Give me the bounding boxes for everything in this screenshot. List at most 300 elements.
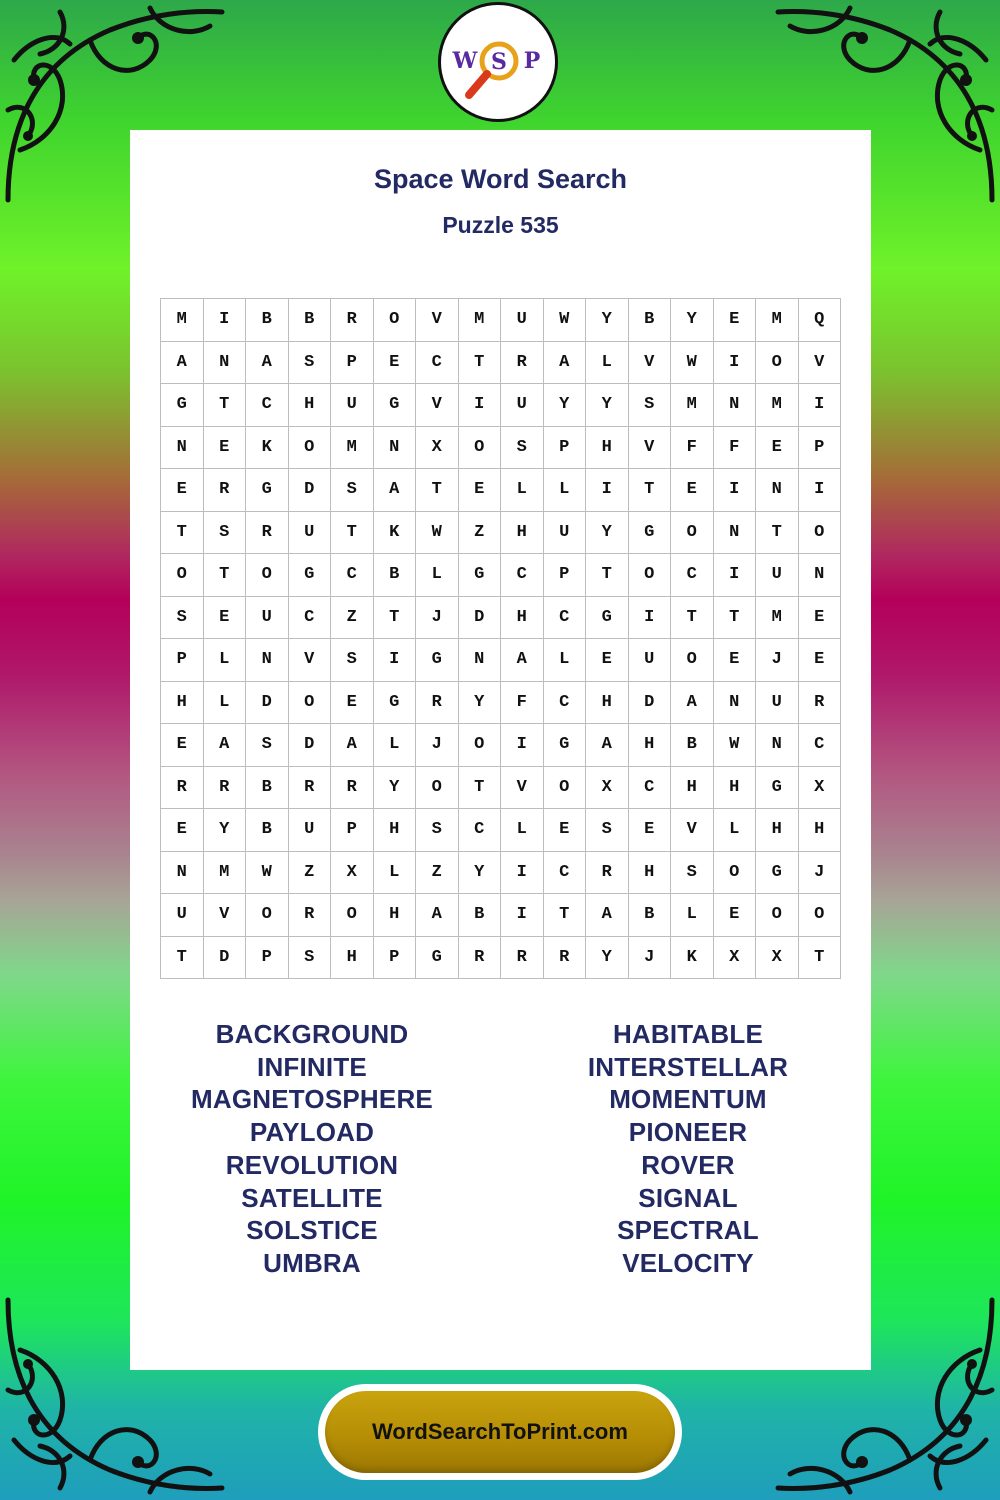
grid-cell[interactable]: O <box>161 554 204 597</box>
word-item: ROVER <box>641 1149 735 1180</box>
grid-cell[interactable]: C <box>543 851 586 894</box>
grid-cell[interactable]: K <box>671 936 714 979</box>
grid-cell[interactable]: M <box>458 299 501 342</box>
grid-cell[interactable]: B <box>628 299 671 342</box>
grid-cell[interactable]: E <box>713 894 756 937</box>
grid-cell[interactable]: B <box>458 894 501 937</box>
puzzle-sheet <box>130 130 871 1370</box>
grid-cell[interactable]: J <box>628 936 671 979</box>
grid-cell[interactable]: O <box>756 894 799 937</box>
grid-cell[interactable]: N <box>713 511 756 554</box>
grid-cell[interactable]: R <box>203 766 246 809</box>
grid-cell[interactable]: H <box>331 936 374 979</box>
grid-cell[interactable]: X <box>756 936 799 979</box>
grid-cell[interactable]: C <box>543 681 586 724</box>
grid-cell[interactable]: I <box>373 639 416 682</box>
grid-cell[interactable]: Y <box>203 809 246 852</box>
grid-cell[interactable]: O <box>288 681 331 724</box>
grid-cell[interactable]: A <box>246 341 289 384</box>
grid-cell[interactable]: V <box>671 809 714 852</box>
grid-cell[interactable]: I <box>798 384 841 427</box>
grid-cell[interactable]: A <box>586 894 629 937</box>
grid-cell[interactable]: N <box>713 681 756 724</box>
word-item: SIGNAL <box>638 1182 738 1213</box>
grid-cell[interactable]: O <box>246 894 289 937</box>
grid-cell[interactable]: D <box>288 724 331 767</box>
grid-cell[interactable]: E <box>331 681 374 724</box>
grid-cell[interactable]: Q <box>798 299 841 342</box>
grid-cell[interactable]: N <box>203 341 246 384</box>
word-item: VELOCITY <box>622 1247 754 1278</box>
grid-cell[interactable]: T <box>203 384 246 427</box>
grid-cell[interactable]: H <box>501 511 544 554</box>
word-item: SOLSTICE <box>246 1215 378 1246</box>
grid-cell[interactable]: G <box>373 681 416 724</box>
website-link[interactable]: WordSearchToPrint.com <box>372 1419 628 1444</box>
grid-cell[interactable]: J <box>416 596 459 639</box>
grid-cell[interactable]: R <box>331 299 374 342</box>
grid-cell[interactable]: P <box>331 341 374 384</box>
grid-cell[interactable]: T <box>161 511 204 554</box>
grid-cell[interactable]: G <box>458 554 501 597</box>
grid-cell[interactable]: U <box>331 384 374 427</box>
grid-cell[interactable]: C <box>331 554 374 597</box>
grid-cell[interactable]: N <box>756 724 799 767</box>
grid-cell[interactable]: R <box>586 851 629 894</box>
grid-cell[interactable]: S <box>288 341 331 384</box>
grid-cell[interactable]: L <box>203 639 246 682</box>
grid-cell[interactable]: H <box>373 894 416 937</box>
grid-cell[interactable]: V <box>416 299 459 342</box>
grid-cell[interactable]: I <box>713 341 756 384</box>
letter-grid <box>160 298 841 979</box>
grid-cell[interactable]: C <box>288 596 331 639</box>
magnifier-icon <box>469 74 487 95</box>
grid-cell[interactable]: G <box>628 511 671 554</box>
word-item: SPECTRAL <box>617 1215 759 1246</box>
grid-cell[interactable]: C <box>501 554 544 597</box>
grid-cell[interactable]: R <box>501 341 544 384</box>
word-item: INFINITE <box>257 1051 367 1082</box>
grid-cell[interactable]: H <box>671 766 714 809</box>
logo-letter-w: W <box>452 48 478 74</box>
grid-cell[interactable]: L <box>501 469 544 512</box>
grid-cell[interactable]: S <box>161 596 204 639</box>
grid-cell[interactable]: A <box>161 341 204 384</box>
grid-row <box>161 596 841 639</box>
grid-cell[interactable]: O <box>798 511 841 554</box>
grid-cell[interactable]: H <box>586 681 629 724</box>
grid-row <box>161 426 841 469</box>
word-item: PIONEER <box>628 1117 748 1148</box>
grid-row <box>161 469 841 512</box>
grid-cell[interactable]: C <box>246 384 289 427</box>
grid-row <box>161 511 841 554</box>
grid-cell[interactable]: L <box>373 724 416 767</box>
grid-cell[interactable]: V <box>628 426 671 469</box>
grid-cell[interactable]: C <box>628 766 671 809</box>
grid-cell[interactable]: Y <box>458 681 501 724</box>
grid-cell[interactable]: Y <box>543 384 586 427</box>
grid-cell[interactable]: U <box>543 511 586 554</box>
grid-cell[interactable]: C <box>671 554 714 597</box>
grid-cell[interactable]: E <box>203 596 246 639</box>
grid-cell[interactable]: R <box>416 681 459 724</box>
grid-cell[interactable]: B <box>628 894 671 937</box>
grid-cell[interactable]: T <box>798 936 841 979</box>
grid-cell[interactable]: V <box>501 766 544 809</box>
grid-cell[interactable]: G <box>161 384 204 427</box>
grid-cell[interactable]: U <box>288 511 331 554</box>
grid-cell[interactable]: T <box>713 596 756 639</box>
grid-cell[interactable]: V <box>416 384 459 427</box>
grid-cell[interactable]: N <box>458 639 501 682</box>
grid-cell[interactable]: O <box>671 511 714 554</box>
grid-cell[interactable]: P <box>798 426 841 469</box>
grid-cell[interactable]: Y <box>586 299 629 342</box>
grid-row <box>161 766 841 809</box>
grid-cell[interactable]: E <box>543 809 586 852</box>
grid-cell[interactable]: N <box>161 851 204 894</box>
grid-cell[interactable]: O <box>798 894 841 937</box>
grid-cell[interactable]: R <box>331 766 374 809</box>
grid-cell[interactable]: G <box>373 384 416 427</box>
grid-cell[interactable]: S <box>416 809 459 852</box>
grid-cell[interactable]: D <box>246 681 289 724</box>
grid-row <box>161 384 841 427</box>
grid-cell[interactable]: G <box>756 766 799 809</box>
grid-cell[interactable]: Y <box>586 936 629 979</box>
grid-cell[interactable]: R <box>288 894 331 937</box>
grid-row <box>161 809 841 852</box>
grid-row <box>161 299 841 342</box>
grid-cell[interactable]: S <box>331 639 374 682</box>
grid-cell[interactable]: D <box>203 936 246 979</box>
grid-cell[interactable]: T <box>458 766 501 809</box>
grid-cell[interactable]: D <box>458 596 501 639</box>
grid-cell[interactable]: O <box>246 554 289 597</box>
grid-cell[interactable]: Y <box>586 384 629 427</box>
grid-cell[interactable]: R <box>288 766 331 809</box>
grid-cell[interactable]: V <box>798 341 841 384</box>
grid-cell[interactable]: L <box>416 554 459 597</box>
grid-cell[interactable]: Y <box>373 766 416 809</box>
grid-cell[interactable]: U <box>501 384 544 427</box>
grid-cell[interactable]: H <box>756 809 799 852</box>
grid-cell[interactable]: G <box>416 936 459 979</box>
grid-cell[interactable]: E <box>671 469 714 512</box>
grid-cell[interactable]: I <box>203 299 246 342</box>
grid-cell[interactable]: U <box>501 299 544 342</box>
grid-cell[interactable]: U <box>161 894 204 937</box>
grid-cell[interactable]: T <box>373 596 416 639</box>
grid-cell[interactable]: R <box>246 511 289 554</box>
grid-cell[interactable]: L <box>543 639 586 682</box>
grid-cell[interactable]: O <box>416 766 459 809</box>
grid-cell[interactable]: W <box>416 511 459 554</box>
grid-cell[interactable]: M <box>756 299 799 342</box>
grid-cell[interactable]: R <box>798 681 841 724</box>
grid-cell[interactable]: A <box>501 639 544 682</box>
grid-cell[interactable]: Z <box>331 596 374 639</box>
grid-cell[interactable]: I <box>628 596 671 639</box>
grid-cell[interactable]: T <box>331 511 374 554</box>
grid-cell[interactable]: T <box>458 341 501 384</box>
grid-cell[interactable]: O <box>756 341 799 384</box>
page-title: Space Word Search <box>373 164 628 194</box>
word-item: BACKGROUND <box>215 1019 409 1049</box>
grid-cell[interactable]: W <box>713 724 756 767</box>
grid-cell[interactable]: F <box>671 426 714 469</box>
grid-cell[interactable]: T <box>161 936 204 979</box>
grid-cell[interactable]: J <box>416 724 459 767</box>
grid-cell[interactable]: W <box>543 299 586 342</box>
grid-cell[interactable]: V <box>288 639 331 682</box>
grid-cell[interactable]: O <box>373 299 416 342</box>
grid-row <box>161 639 841 682</box>
grid-cell[interactable]: E <box>713 639 756 682</box>
word-item: MAGNETOSPHERE <box>191 1084 433 1115</box>
grid-cell[interactable]: S <box>203 511 246 554</box>
logo-letter-s: S <box>491 49 507 75</box>
grid-cell[interactable]: G <box>586 596 629 639</box>
grid-cell[interactable]: S <box>501 426 544 469</box>
grid-row <box>161 851 841 894</box>
grid-cell[interactable]: E <box>458 469 501 512</box>
grid-cell[interactable]: X <box>713 936 756 979</box>
grid-cell[interactable]: E <box>756 426 799 469</box>
grid-cell[interactable]: M <box>756 384 799 427</box>
grid-cell[interactable]: O <box>458 426 501 469</box>
grid-cell[interactable]: A <box>203 724 246 767</box>
grid-cell[interactable]: B <box>373 554 416 597</box>
grid-cell[interactable]: I <box>713 554 756 597</box>
grid-cell[interactable]: M <box>756 596 799 639</box>
grid-cell[interactable]: E <box>628 809 671 852</box>
grid-cell[interactable]: V <box>628 341 671 384</box>
grid-cell[interactable]: V <box>203 894 246 937</box>
grid-cell[interactable]: U <box>628 639 671 682</box>
grid-cell[interactable]: C <box>798 724 841 767</box>
grid-cell[interactable]: C <box>416 341 459 384</box>
grid-cell[interactable]: D <box>288 469 331 512</box>
grid-cell[interactable]: A <box>586 724 629 767</box>
grid-cell[interactable]: T <box>671 596 714 639</box>
grid-cell[interactable]: H <box>628 724 671 767</box>
grid-cell[interactable]: G <box>416 639 459 682</box>
grid-cell[interactable]: I <box>586 469 629 512</box>
grid-cell[interactable]: C <box>458 809 501 852</box>
grid-cell[interactable]: A <box>373 469 416 512</box>
grid-cell[interactable]: L <box>671 894 714 937</box>
grid-cell[interactable]: E <box>586 639 629 682</box>
grid-cell[interactable]: G <box>756 851 799 894</box>
grid-cell[interactable]: N <box>246 639 289 682</box>
grid-cell[interactable]: T <box>756 511 799 554</box>
grid-cell[interactable]: K <box>246 426 289 469</box>
grid-cell[interactable]: T <box>586 554 629 597</box>
grid-cell[interactable]: E <box>161 724 204 767</box>
grid-cell[interactable]: T <box>203 554 246 597</box>
grid-cell[interactable]: J <box>798 851 841 894</box>
grid-cell[interactable]: H <box>586 426 629 469</box>
grid-cell[interactable]: E <box>798 639 841 682</box>
grid-cell[interactable]: A <box>671 681 714 724</box>
grid-cell[interactable]: Y <box>458 851 501 894</box>
grid-cell[interactable]: H <box>628 851 671 894</box>
grid-cell[interactable]: I <box>458 384 501 427</box>
grid-cell[interactable]: N <box>798 554 841 597</box>
grid-cell[interactable]: L <box>203 681 246 724</box>
grid-cell[interactable]: S <box>671 851 714 894</box>
grid-cell[interactable]: E <box>203 426 246 469</box>
grid-cell[interactable]: D <box>628 681 671 724</box>
grid-cell[interactable]: P <box>543 554 586 597</box>
grid-cell[interactable]: I <box>501 894 544 937</box>
grid-cell[interactable]: G <box>543 724 586 767</box>
grid-cell[interactable]: O <box>331 894 374 937</box>
grid-cell[interactable]: H <box>798 809 841 852</box>
grid-cell[interactable]: Z <box>458 511 501 554</box>
grid-cell[interactable]: G <box>246 469 289 512</box>
grid-cell[interactable]: Z <box>288 851 331 894</box>
grid-cell[interactable]: R <box>543 936 586 979</box>
grid-cell[interactable]: E <box>373 341 416 384</box>
grid-cell[interactable]: N <box>373 426 416 469</box>
grid-cell[interactable]: O <box>628 554 671 597</box>
grid-cell[interactable]: E <box>713 299 756 342</box>
grid-cell[interactable]: U <box>288 809 331 852</box>
grid-cell[interactable]: M <box>161 299 204 342</box>
grid-cell[interactable]: H <box>288 384 331 427</box>
grid-cell[interactable]: E <box>161 469 204 512</box>
grid-cell[interactable]: A <box>331 724 374 767</box>
grid-cell[interactable]: T <box>416 469 459 512</box>
word-item: UMBRA <box>263 1247 361 1278</box>
grid-cell[interactable]: F <box>501 681 544 724</box>
puzzle-number: Puzzle 535 <box>442 212 559 238</box>
grid-cell[interactable]: P <box>161 639 204 682</box>
grid-cell[interactable]: U <box>756 681 799 724</box>
grid-row <box>161 341 841 384</box>
grid-cell[interactable]: R <box>458 936 501 979</box>
grid-cell[interactable]: Z <box>416 851 459 894</box>
grid-cell[interactable]: B <box>288 299 331 342</box>
grid-cell[interactable]: H <box>501 596 544 639</box>
grid-cell[interactable]: Y <box>586 511 629 554</box>
grid-cell[interactable]: L <box>501 809 544 852</box>
word-item: REVOLUTION <box>225 1149 399 1180</box>
grid-cell[interactable]: M <box>331 426 374 469</box>
grid-cell[interactable]: H <box>161 681 204 724</box>
grid-cell[interactable]: X <box>331 851 374 894</box>
grid-row <box>161 936 841 979</box>
grid-cell[interactable]: I <box>713 469 756 512</box>
grid-cell[interactable]: L <box>713 809 756 852</box>
grid-cell[interactable]: L <box>543 469 586 512</box>
grid-cell[interactable]: M <box>203 851 246 894</box>
grid-cell[interactable]: N <box>713 384 756 427</box>
grid-cell[interactable]: S <box>246 724 289 767</box>
grid-cell[interactable]: N <box>161 426 204 469</box>
grid-cell[interactable]: H <box>713 766 756 809</box>
grid-cell[interactable]: X <box>586 766 629 809</box>
grid-cell[interactable]: S <box>628 384 671 427</box>
grid-cell[interactable]: O <box>543 766 586 809</box>
grid-cell[interactable]: B <box>246 766 289 809</box>
grid-cell[interactable]: R <box>501 936 544 979</box>
grid-cell[interactable]: O <box>458 724 501 767</box>
grid-cell[interactable]: E <box>161 809 204 852</box>
grid-row <box>161 894 841 937</box>
grid-cell[interactable]: U <box>246 596 289 639</box>
grid-cell[interactable]: S <box>331 469 374 512</box>
word-list-right <box>528 1018 848 1280</box>
grid-cell[interactable]: T <box>628 469 671 512</box>
grid-cell[interactable]: H <box>373 809 416 852</box>
grid-cell[interactable]: X <box>416 426 459 469</box>
grid-cell[interactable]: A <box>416 894 459 937</box>
grid-cell[interactable]: W <box>246 851 289 894</box>
grid-cell[interactable]: P <box>246 936 289 979</box>
grid-cell[interactable]: R <box>161 766 204 809</box>
grid-cell[interactable]: I <box>501 851 544 894</box>
grid-cell[interactable]: I <box>798 469 841 512</box>
grid-cell[interactable]: O <box>288 426 331 469</box>
grid-cell[interactable]: B <box>246 809 289 852</box>
grid-row <box>161 724 841 767</box>
grid-cell[interactable]: P <box>331 809 374 852</box>
grid-cell[interactable]: S <box>288 936 331 979</box>
grid-cell[interactable]: K <box>373 511 416 554</box>
grid-cell[interactable]: L <box>586 341 629 384</box>
grid-cell[interactable]: L <box>373 851 416 894</box>
grid-cell[interactable]: B <box>246 299 289 342</box>
grid-cell[interactable]: U <box>756 554 799 597</box>
grid-row <box>161 554 841 597</box>
word-item: INTERSTELLAR <box>587 1051 789 1082</box>
grid-cell[interactable]: O <box>713 851 756 894</box>
grid-cell[interactable]: F <box>713 426 756 469</box>
grid-cell[interactable]: W <box>671 341 714 384</box>
grid-cell[interactable]: R <box>203 469 246 512</box>
grid-cell[interactable]: Y <box>671 299 714 342</box>
website-banner[interactable] <box>325 1391 675 1473</box>
grid-cell[interactable]: X <box>798 766 841 809</box>
grid-cell[interactable]: C <box>543 596 586 639</box>
word-item: HABITABLE <box>612 1019 764 1049</box>
grid-row <box>161 681 841 724</box>
grid-cell[interactable]: P <box>373 936 416 979</box>
word-list-left <box>152 1018 472 1280</box>
word-item: PAYLOAD <box>249 1117 375 1148</box>
logo-letter-p: P <box>523 48 541 74</box>
grid-cell[interactable]: G <box>288 554 331 597</box>
grid-cell[interactable]: P <box>543 426 586 469</box>
grid-cell[interactable]: M <box>671 384 714 427</box>
word-item: MOMENTUM <box>609 1084 767 1115</box>
grid-cell[interactable]: A <box>543 341 586 384</box>
grid-cell[interactable]: J <box>756 639 799 682</box>
grid-cell[interactable]: N <box>756 469 799 512</box>
word-item: SATELLITE <box>241 1182 383 1213</box>
grid-cell[interactable]: E <box>798 596 841 639</box>
grid-cell[interactable]: T <box>543 894 586 937</box>
grid-cell[interactable]: O <box>671 639 714 682</box>
grid-cell[interactable]: S <box>586 809 629 852</box>
grid-cell[interactable]: I <box>501 724 544 767</box>
grid-cell[interactable]: B <box>671 724 714 767</box>
